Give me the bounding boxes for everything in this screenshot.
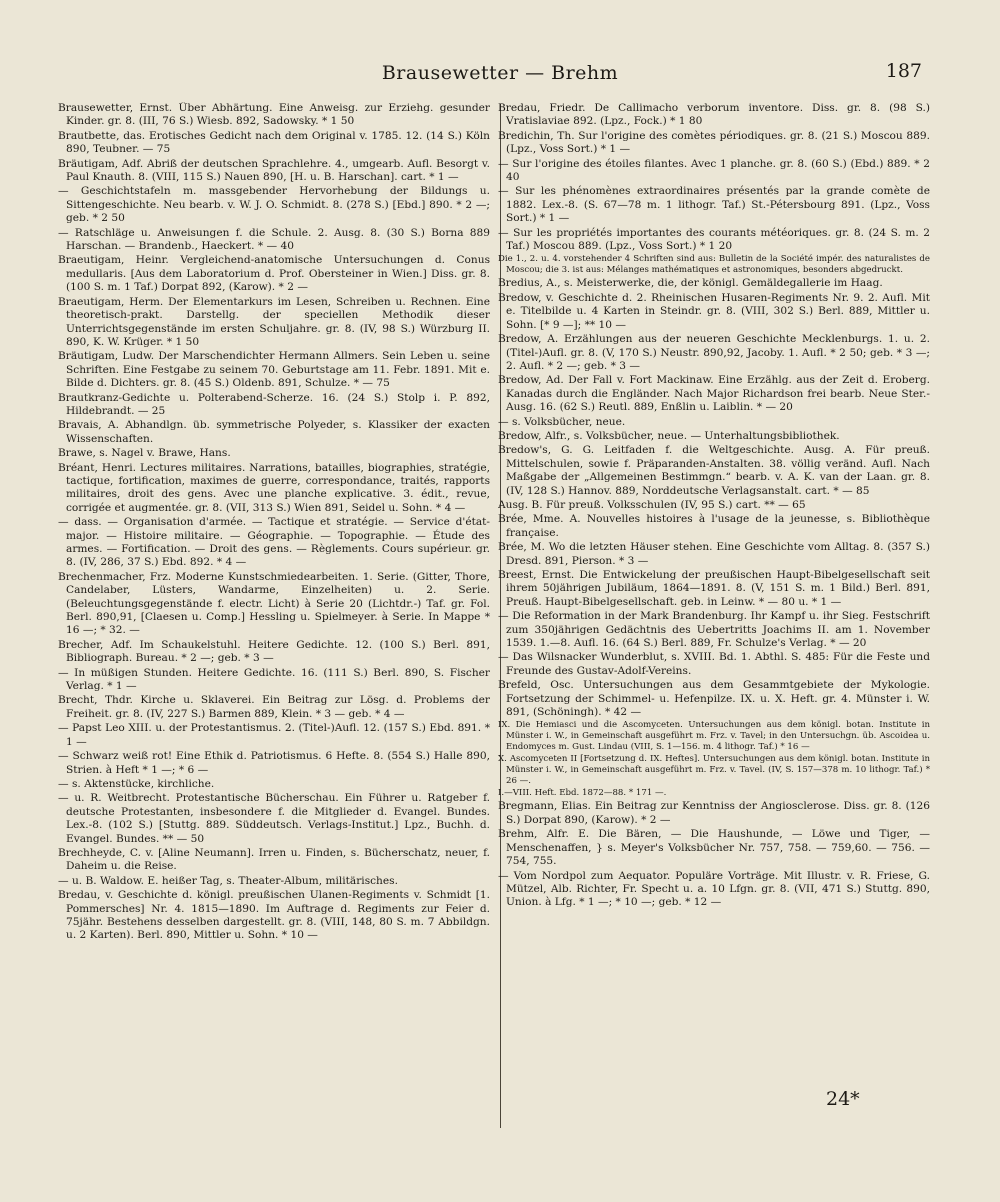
bibliography-entry: Brecht, Thdr. Kirche u. Sklaverei. Ein Beitrag zur Lösg. d. Problems der Freiheit. gr. 8. (IV, 227 S.) Barmen 889, Klein. * 3 — geb. * 4 —	[58, 694, 490, 720]
left-column	[58, 102, 490, 1142]
bibliography-entry: — Die Reformation in der Mark Brandenburg. Ihr Kampf u. ihr Sieg. Festschrift zum 350jährigen Gedächtnis des Uebertritts Joachims II. am 1. November 1539. 1.—8. Aufl. 16. (64 S.) Berl. 889, Fr. Schulze's Verlag. * — 20	[498, 610, 930, 650]
bibliography-entry: Bredow, Alfr., s. Volksbücher, neue. — Unterhaltungsbibliothek.	[498, 429, 840, 442]
bibliography-entry: — dass. — Organisation d'armée. — Tactique et stratégie. — Service d'état-major. — Histoire militaire. — Géographie. — Topographie. — Étude des armes. — Fortification. — Droit des gens. — Règlements. Cours supérieur. gr. 8. (IV, 286, 37 S.) Ebd. 892. * 4 —	[58, 516, 490, 569]
bibliography-entry: Bräutigam, Adf. Abriß der deutschen Sprachlehre. 4., umgearb. Aufl. Besorgt v. Paul Knauth. 8. (VIII, 115 S.) Nauen 890, [H. u. B. Harschan]. cart. * 1 —	[58, 157, 490, 184]
bibliography-entry: — s. Volksbücher, neue.	[498, 415, 626, 428]
bibliography-entry: Brechheyde, C. v. [Aline Neumann]. Irren u. Finden, s. Bücherschatz, neuer, f. Daheim u. die Reise.	[58, 846, 490, 873]
bibliography-note: I.—VIII. Heft. Ebd. 1872—88. * 171 —.	[498, 788, 667, 799]
bibliography-entry: Brée, Mme. A. Nouvelles histoires à l'usage de la jeunesse, s. Bibliothèque française.	[498, 513, 930, 539]
bibliography-entry: — Geschichtstafeln m. massgebender Hervorhebung der Bildungs u. Sittengeschichte. Neu bearb. v. W. J. O. Schmidt. 8. (278 S.) [Ebd.] 890. * 2 —; geb. * 2 50	[58, 185, 490, 225]
bibliography-entry: Bregmann, Elias. Ein Beitrag zur Kenntniss der Angiosclerose. Diss. gr. 8. (126 S.) Dorpat 890, (Karow). * 2 —	[498, 800, 930, 826]
bibliography-entry: — u. R. Weitbrecht. Protestantische Bücherschau. Ein Führer u. Ratgeber f. deutsche Protestanten, insbesondere f. die Mitglieder d. Evangel. Bundes. Lex.-8. (102 S.) [Stuttg. 889. Süddeutsch. Verlags-Institut.] Lpz., Buchh. d. Evangel. Bundes. ** — 50	[58, 792, 490, 845]
bibliography-note: X. Ascomyceten II [Fortsetzung d. IX. Heftes]. Untersuchungen aus dem königl. botan. Institute in Münster i. W., in Gemeinschaft ausgeführt m. Frz. v. Tavel. (IV, S. 157—378 m. 10 lithogr. Taf.) * 26 —.	[498, 754, 930, 787]
bibliography-entry: Bräutigam, Ludw. Der Marschendichter Hermann Allmers. Sein Leben u. seine Schriften. Eine Festgabe zu seinem 70. Geburtstage am 11. Febr. 1891. Mit e. Bilde d. Dichters. gr. 8. (45 S.) Oldenb. 891, Schulze. * — 75	[58, 350, 490, 390]
bibliography-entry: Braeutigam, Herm. Der Elementarkurs im Lesen, Schreiben u. Rechnen. Eine theoretisch-prakt. Darstellg. der speciellen Methodik dieser Unterrichtsgegenstände im ersten Schuljahre. gr. 8. (IV, 98 S.) Würzburg II. 890, K. W. Krüger. * 1 50	[58, 295, 490, 348]
bibliography-entry: Brautbette, das. Erotisches Gedicht nach dem Original v. 1785. 12. (14 S.) Köln 890, Teubner. — 75	[58, 129, 490, 156]
bibliography-entry: Brautkranz-Gedichte u. Polterabend-Scherze. 16. (24 S.) Stolp i. P. 892, Hildebrandt. — 25	[58, 391, 490, 417]
bibliography-entry: — Sur l'origine des étoiles filantes. Avec 1 planche. gr. 8. (60 S.) (Ebd.) 889. * 2 40	[498, 157, 930, 184]
bibliography-entry: Bredow, A. Erzählungen aus der neueren Geschichte Mecklenburgs. 1. u. 2. (Titel-)Aufl. gr. 8. (V, 170 S.) Neustr. 890,92, Jacoby. 1. Aufl. * 2 50; geb. * 3 —; 2. Aufl. * 2 —; geb. * 3 —	[498, 333, 930, 372]
bibliography-entry: — Papst Leo XIII. u. der Protestantismus. 2. (Titel-)Aufl. 12. (157 S.) Ebd. 891. * 1 —	[58, 722, 490, 748]
bibliography-entry: Brawe, s. Nagel v. Brawe, Hans.	[58, 447, 231, 460]
bibliography-entry: — u. B. Waldow. E. heißer Tag, s. Theater-Album, militärisches.	[58, 874, 398, 887]
page-header	[0, 62, 1000, 92]
bibliography-entry: Brée, M. Wo die letzten Häuser stehen. Eine Geschichte vom Alltag. 8. (357 S.) Dresd. 891, Pierson. * 3 —	[498, 541, 930, 567]
bibliography-entry: Brecher, Adf. Im Schaukelstuhl. Heitere Gedichte. 12. (100 S.) Berl. 891, Bibliograph. Bureau. * 2 —; geb. * 3 —	[58, 638, 490, 665]
bibliography-entry: Bredau, v. Geschichte d. königl. preußischen Ulanen-Regiments v. Schmidt [1. Pommersches] Nr. 4. 1815—1890. Im Auftrage d. Regiments zur Feier d. 75jähr. Bestehens desselben dargestellt. gr. 8. (VIII, 148, 80 S. m. 7 Abbildgn. u. 2 Karten). Berl. 890, Mittler u. Sohn. * 10 —	[58, 889, 490, 942]
bibliography-entry: Brehm, Alfr. E. Die Bären, — Die Haushunde, — Löwe und Tiger, — Menschenaffen, } s. Meyer's Volksbücher Nr. 757, 758. — 759,60. — 756. — 754, 755.	[498, 828, 930, 868]
bibliography-entry: — Ratschläge u. Anweisungen f. die Schule. 2. Ausg. 8. (30 S.) Borna 889 Harschan. — Brandenb., Haeckert. * — 40	[58, 226, 490, 253]
bibliography-note: IX. Die Hemiasci und die Ascomyceten. Untersuchungen aus dem königl. botan. Institute in Münster i. W., in Gemeinschaft ausgeführt m. Frz. v. Tavel; in den Untersuchgn. üb. Ascoidea u. Endomyces m. Gust. Lindau (VIII, S. 1—156. m. 4 lithogr. Taf.) * 16 —	[498, 720, 930, 753]
bibliography-entry: — Sur les propriétés importantes des courants météoriques. gr. 8. (24 S. m. 2 Taf.) Moscou 889. (Lpz., Voss Sort.) * 1 20	[498, 226, 930, 253]
bibliography-entry: — In müßigen Stunden. Heitere Gedichte. 16. (111 S.) Berl. 890, S. Fischer Verlag. * 1 —	[58, 666, 490, 693]
bibliography-entry: — Schwarz weiß rot! Eine Ethik d. Patriotismus. 6 Hefte. 8. (554 S.) Halle 890, Strien. à Heft * 1 —; * 6 —	[58, 750, 490, 776]
signature-mark: 24*	[826, 1088, 860, 1110]
bibliography-entry: Brechenmacher, Frz. Moderne Kunstschmiedearbeiten. 1. Serie. (Gitter, Thore, Candelaber, Lüsters, Wandarme, Einzelheiten) u. 2. Serie. (Beleuchtungsgegenstände f. electr. Licht) à Serie 20 (Lichtdr.-) Taf. gr. Fol. Berl. 890,91, [Claesen u. Comp.] Hessling u. Spielmeyer. à Serie. In Mappe * 16 —; * 32. —	[58, 570, 490, 637]
bibliography-entry: Bravais, A. Abhandlgn. üb. symmetrische Polyeder, s. Klassiker der exacten Wissenschaften.	[58, 419, 490, 445]
bibliography-entry: — Vom Nordpol zum Aequator. Populäre Vorträge. Mit Illustr. v. R. Friese, G. Mützel, Alb. Richter, Fr. Specht u. a. 10 Lfgn. gr. 8. (VII, 471 S.) Stuttg. 890, Union. à Lfg. * 1 —; * 10 —; geb. * 12 —	[498, 869, 930, 909]
bibliography-entry: Bredow, v. Geschichte d. 2. Rheinischen Husaren-Regiments Nr. 9. 2. Aufl. Mit e. Titelbilde u. 4 Karten in Steindr. gr. 8. (VIII, 302 S.) Berl. 889, Mittler u. Sohn. [* 9 —]; ** 10 —	[498, 291, 930, 331]
bibliography-entry: Bredow, Ad. Der Fall v. Fort Mackinaw. Eine Erzählg. aus der Zeit d. Eroberg. Kanadas durch die Engländer. Nach Major Richardson frei bearb. Neue Ster.-Ausg. 16. (62 S.) Reutl. 889, Enßlin u. Laiblin. * — 20	[498, 374, 930, 414]
bibliography-entry: Breest, Ernst. Die Entwickelung der preußischen Haupt-Bibelgesellschaft seit ihrem 50jährigen Jubiläum, 1864—1891. 8. (V, 151 S. m. 1 Bild.) Berl. 891, Preuß. Haupt-Bibelgesellschaft. geb. in Leinw. * — 80 u. * 1 —	[498, 569, 930, 608]
bibliography-entry: Bredichin, Th. Sur l'origine des comètes périodiques. gr. 8. (21 S.) Moscou 889. (Lpz., Voss Sort.) * 1 —	[498, 129, 930, 156]
bibliography-entry: Brausewetter, Ernst. Über Abhärtung. Eine Anweisg. zur Erziehg. gesunder Kinder. gr. 8. (III, 76 S.) Wiesb. 892, Sadowsky. * 1 50	[58, 102, 490, 128]
bibliography-entry: Bréant, Henri. Lectures militaires. Narrations, batailles, biographies, stratégie, tactique, fortification, maximes de guerre, correspondance, traités, rapports militaires, droit des gens. Avec une planche explicative. 3. édit., revue, corrigée et augmentée. gr. 8. (VII, 313 S.) Wien 891, Seidel u. Sohn. * 4 —	[58, 461, 490, 514]
bibliography-entry: — Das Wilsnacker Wunderblut, s. XVIII. Bd. 1. Abthl. S. 485: Für die Feste und Freunde des Gustav-Adolf-Vereins.	[498, 651, 930, 677]
bibliography-entry: Bredau, Friedr. De Callimacho verborum inventore. Diss. gr. 8. (98 S.) Vratislaviae 892. (Lpz., Fock.) * 1 80	[498, 102, 930, 128]
bibliography-entry: — Sur les phénomènes extraordinaires présentés par la grande comète de 1882. Lex.-8. (S. 67—78 m. 1 lithogr. Taf.) St.-Pétersbourg 891. (Lpz., Voss Sort.) * 1 —	[498, 185, 930, 225]
bibliography-entry: Brefeld, Osc. Untersuchungen aus dem Gesammtgebiete der Mykologie. Fortsetzung der Schimmel- u. Hefenpilze. IX. u. X. Heft. gr. 4. Münster i. W. 891, (Schöningh). * 42 —	[498, 679, 930, 719]
bibliography-entry: — s. Aktenstücke, kirchliche.	[58, 777, 215, 790]
bibliography-entry: Bredius, A., s. Meisterwerke, die, der königl. Gemäldegallerie im Haag.	[498, 277, 883, 290]
page-number: 187	[885, 60, 922, 82]
bibliography-entry: Braeutigam, Heinr. Vergleichend-anatomische Untersuchungen d. Conus medullaris. [Aus dem Laboratorium d. Prof. Obersteiner in Wien.] Diss. gr. 8. (100 S. m. 1 Taf.) Dorpat 892, (Karow). * 2 —	[58, 254, 490, 294]
bibliography-entry: Ausg. B. Für preuß. Volksschulen (IV, 95 S.) cart. ** — 65	[498, 498, 806, 511]
running-title: Brausewetter — Brehm	[381, 62, 619, 84]
right-column	[498, 102, 930, 1142]
bibliography-note: Die 1., 2. u. 4. vorstehender 4 Schriften sind aus: Bulletin de la Société impér. des naturalistes de Moscou; die 3. ist aus: Mélanges mathématiques et astronomiques, besonders abgedruckt.	[498, 254, 930, 276]
columns	[58, 102, 930, 1142]
bibliography-entry: Bredow's, G. G. Leitfaden f. die Weltgeschichte. Ausg. A. Für preuß. Mittelschulen, sowie f. Präparanden-Anstalten. 38. völlig veränd. Aufl. Nach Maßgabe der „Allgemeinen Bestimmgn.“ bearb. v. A. K. van der Laan. gr. 8. (IV, 128 S.) Hannov. 889, Norddeutsche Verlagsanstalt. cart. * — 85	[498, 444, 930, 497]
